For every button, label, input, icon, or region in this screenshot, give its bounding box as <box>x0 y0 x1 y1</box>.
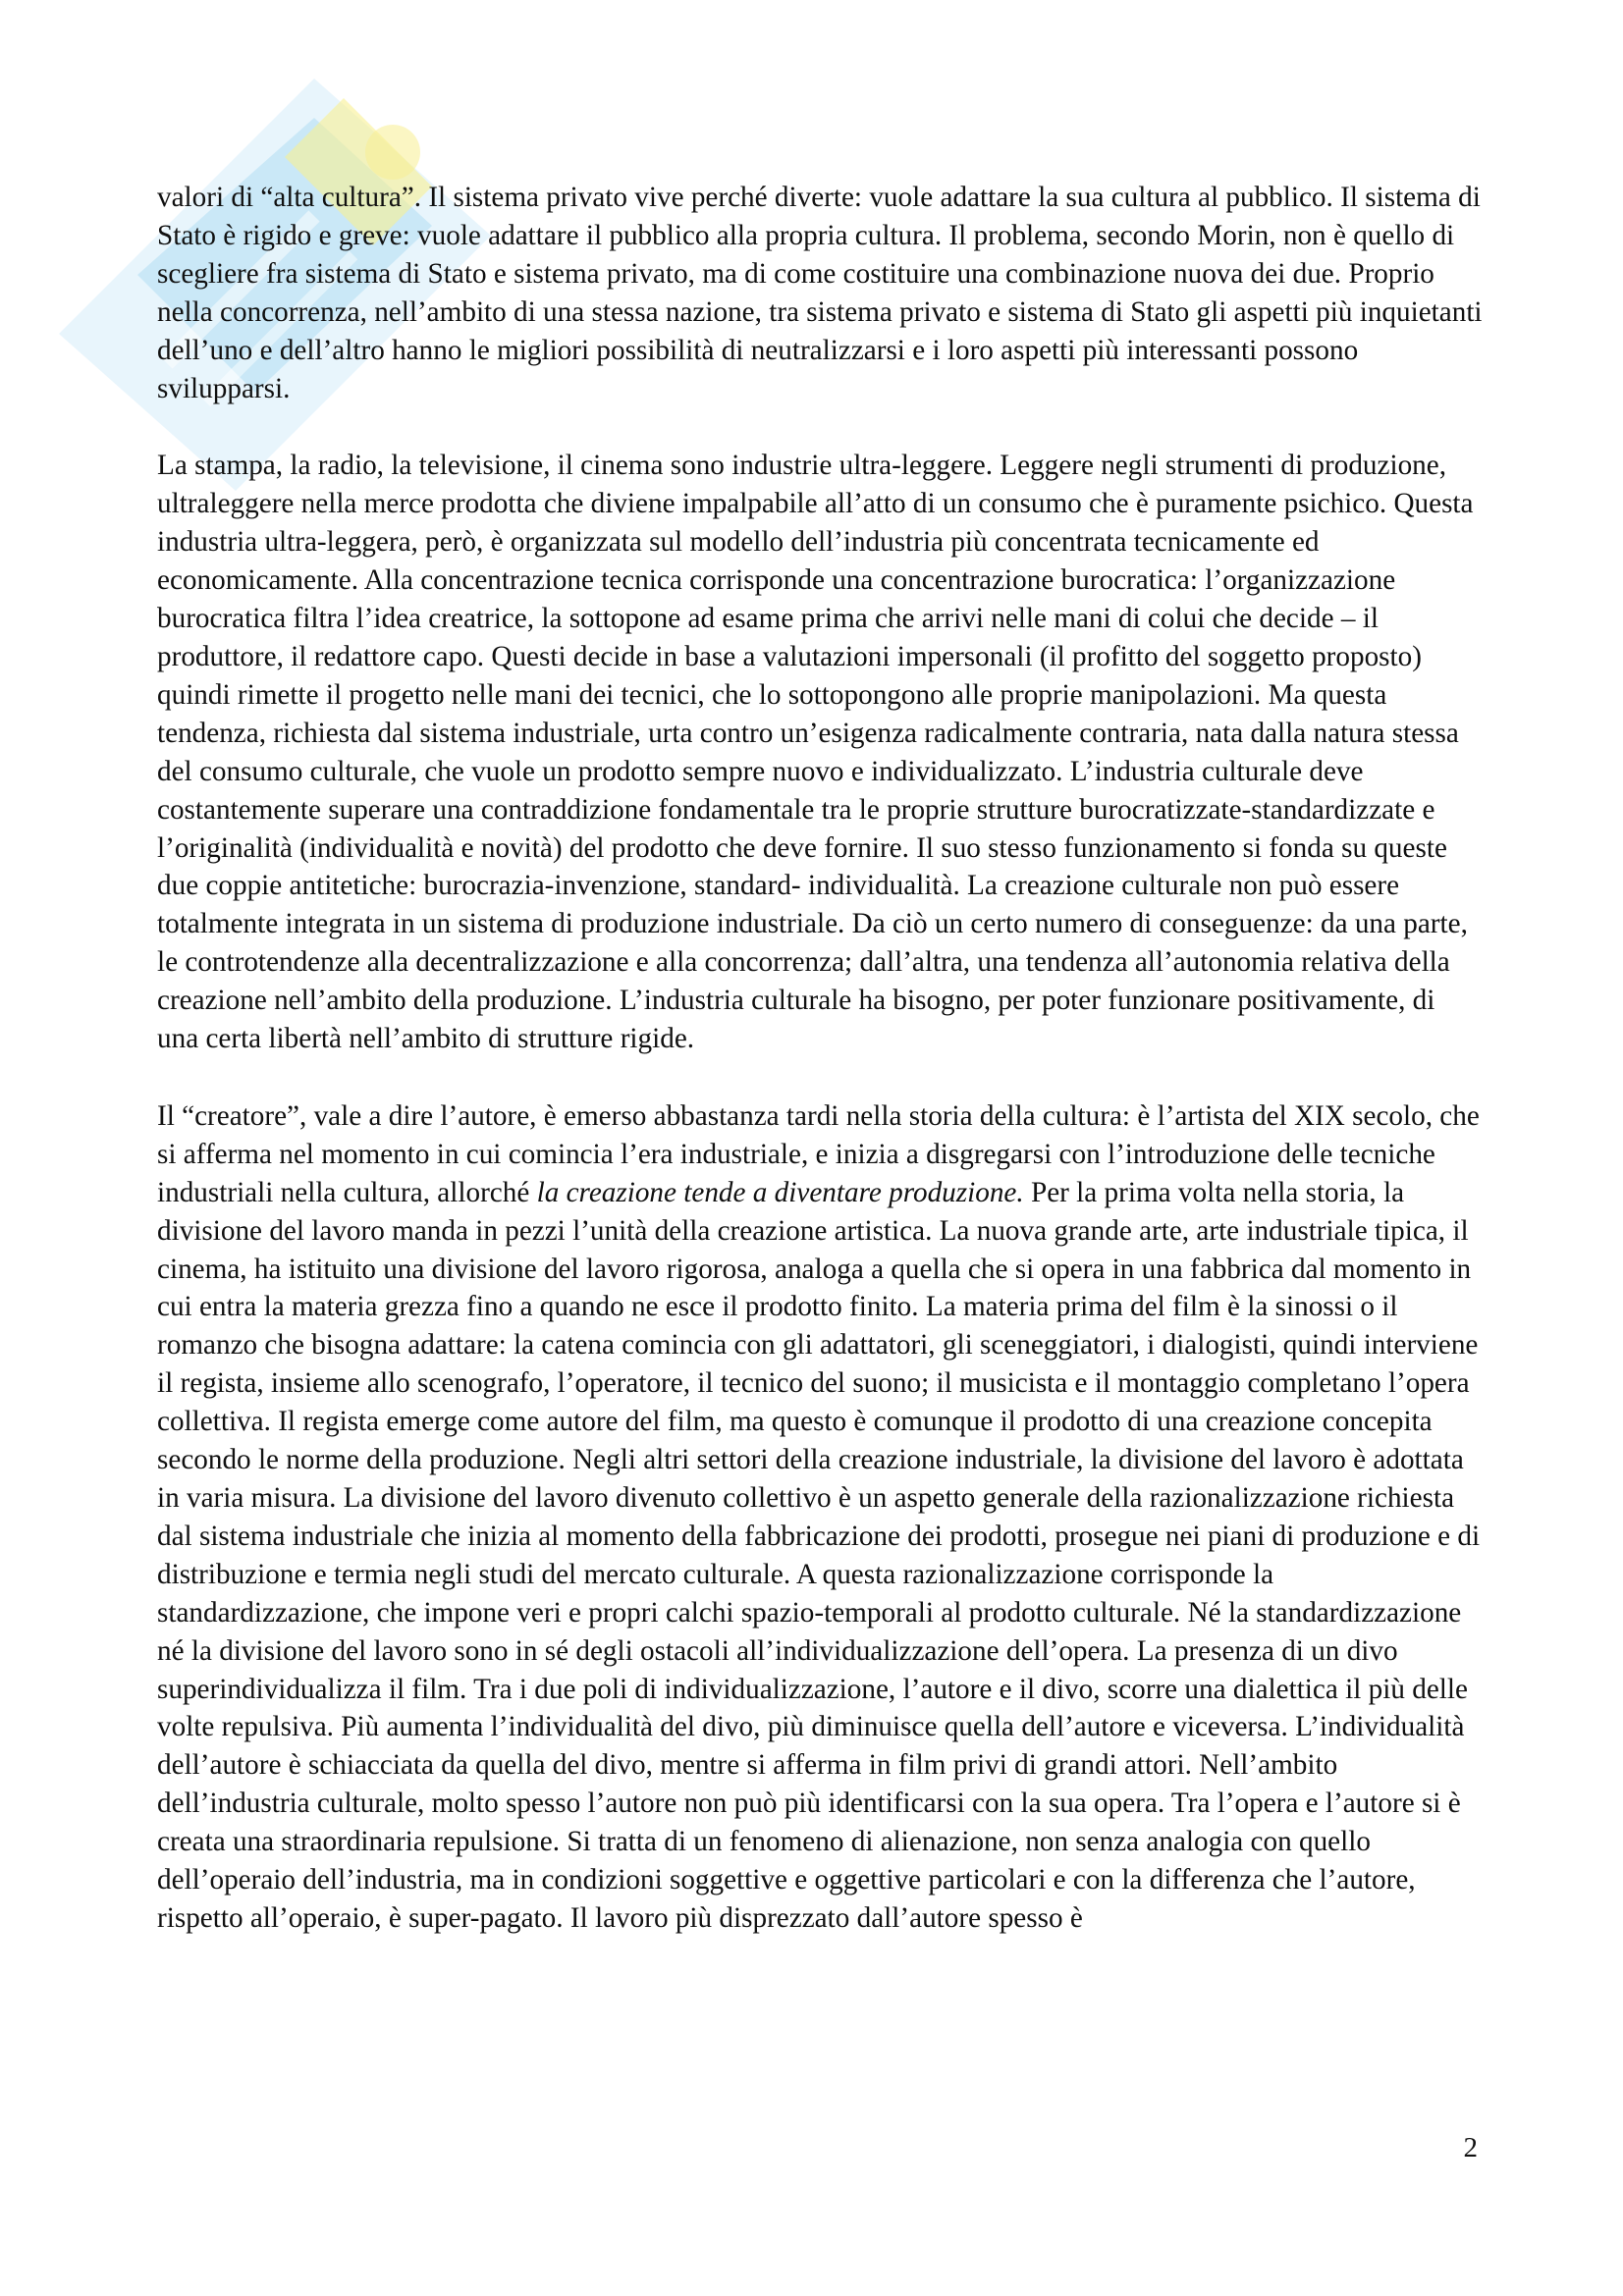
paragraph-3-italic-phrase: la creazione tende a diventare produzione. <box>536 1176 1024 1208</box>
paragraph-3-rest: Per la prima volta nella storia, la divisione del lavoro manda in pezzi l’unità della creazione artistica. La nuova grande arte, arte industriale tipica, il cinema, ha istituito una divisione del lavoro rigorosa, analoga a quella che si opera in una fabbrica dal momento in cui entra la materia grezza fino a quando ne esce il prodotto finito. La materia prima del film è la sinossi o il romanzo che bisogna adattare: la catena comincia con gli adattatori, gli sceneggiatori, i dialogisti, quindi interviene il regista, insieme allo scenografo, l’operatore, il tecnico del suono; il musicista e il montaggio completano l’opera collettiva. Il regista emerge come autore del film, ma questo è comunque il prodotto di una creazione concepita secondo le norme della produzione. Negli altri settori della creazione industriale, la divisione del lavoro è adottata in varia misura. La divisione del lavoro divenuto collettivo è un aspetto generale della razionalizzazione richiesta dal sistema industriale che inizia al momento della fabbricazione dei prodotti, prosegue nei piani di produzione e di distribuzione e termia negli studi del mercato culturale. A questa razionalizzazione corrisponde la standardizzazione, che impone veri e propri calchi spazio-temporali al prodotto culturale. Né la standardizzazione né la divisione del lavoro sono in sé degli ostacoli all’individualizzazione dell’opera. La presenza di un divo superindividualizza il film. Tra i due poli di individualizzazione, l’autore e il divo, scorre una dialettica il più delle volte repulsiva. Più aumenta l’individualità del divo, più diminuisce quella dell’autore e viceversa. L’individualità dell’autore è schiacciata da quella del divo, mentre si afferma in film privi di grandi attori. Nell’ambito dell’industria culturale, molto spesso l’autore non può più identificarsi con la sua opera. Tra l’opera e l’autore si è creata una straordinaria repulsione. Si tratta di un fenomeno di alienazione, non senza analogia con quello dell’operaio dell’industria, ma in condizioni soggettive e oggettive particolari e con la differenza che l’autore, rispetto all’operaio, è super-pagato. Il lavoro più disprezzato dall’autore spesso è <box>157 1176 1481 1934</box>
paragraph-3 <box>157 1097 1483 1938</box>
paragraph-3-intro: Il “creatore”, vale a dire l’autore, è emerso abbastanza tardi nella storia della cultura: è l’artista del XIX secolo, che si afferma nel momento in cui comincia l’era industriale, e inizia a disgregarsi con l’introduzione delle tecniche industriali nella cultura, allorché <box>157 1099 1480 1208</box>
paragraph-2: La stampa, la radio, la televisione, il cinema sono industrie ultra-leggere. Leggere negli strumenti di produzione, ultraleggere nella merce prodotta che diviene impalpabile all’atto di un consumo che è puramente psichico. Questa industria ultra-leggera, però, è organizzata sul modello dell’industria più concentrata tecnicamente ed economicamente. Alla concentrazione tecnica corrisponde una concentrazione burocratica: l’organizzazione burocratica filtra l’idea creatrice, la sottopone ad esame prima che arrivi nelle mani di colui che decide – il produttore, il redattore capo. Questi decide in base a valutazioni impersonali (il profitto del soggetto proposto) quindi rimette il progetto nelle mani dei tecnici, che lo sottopongono alle proprie manipolazioni. Ma questa tendenza, richiesta dal sistema industriale, urta contro un’esigenza radicalmente contraria, nata dalla natura stessa del consumo culturale, che vuole un prodotto sempre nuovo e individualizzato. L’industria culturale deve costantemente superare una contraddizione fondamentale tra le proprie strutture burocratizzate-standardizzate e l’originalità (individualità e novità) del prodotto che deve fornire. Il suo stesso funzionamento si fonda su queste due coppie antitetiche: burocrazia-invenzione, standard- individualità. La creazione culturale non può essere totalmente integrata in un sistema di produzione industriale. Da ciò un certo numero di conseguenze: da una parte, le controtendenze alla decentralizzazione e alla concorrenza; dall’altra, una tendenza all’autonomia relativa della creazione nell’ambito della produzione. L’industria culturale ha bisogno, per poter funzionare positivamente, di una certa libertà nell’ambito di strutture rigide. <box>157 450 1474 1055</box>
document-body <box>157 179 1483 1977</box>
page-number: 2 <box>1463 2132 1478 2163</box>
paragraph-1: valori di “alta cultura”. Il sistema privato vive perché diverte: vuole adattare la sua cultura al pubblico. Il sistema di Stato è rigido e greve: vuole adattare il pubblico alla propria cultura. Il problema, secondo Morin, non è quello di scegliere fra sistema di Stato e sistema privato, ma di come costituire una combinazione nuova dei due. Proprio nella concorrenza, nell’ambito di una stessa nazione, tra sistema privato e sistema di Stato gli aspetti più inquietanti dell’uno e dell’altro hanno le migliori possibilità di neutralizzarsi e i loro aspetti più interessanti possono svilupparsi. <box>157 182 1483 404</box>
